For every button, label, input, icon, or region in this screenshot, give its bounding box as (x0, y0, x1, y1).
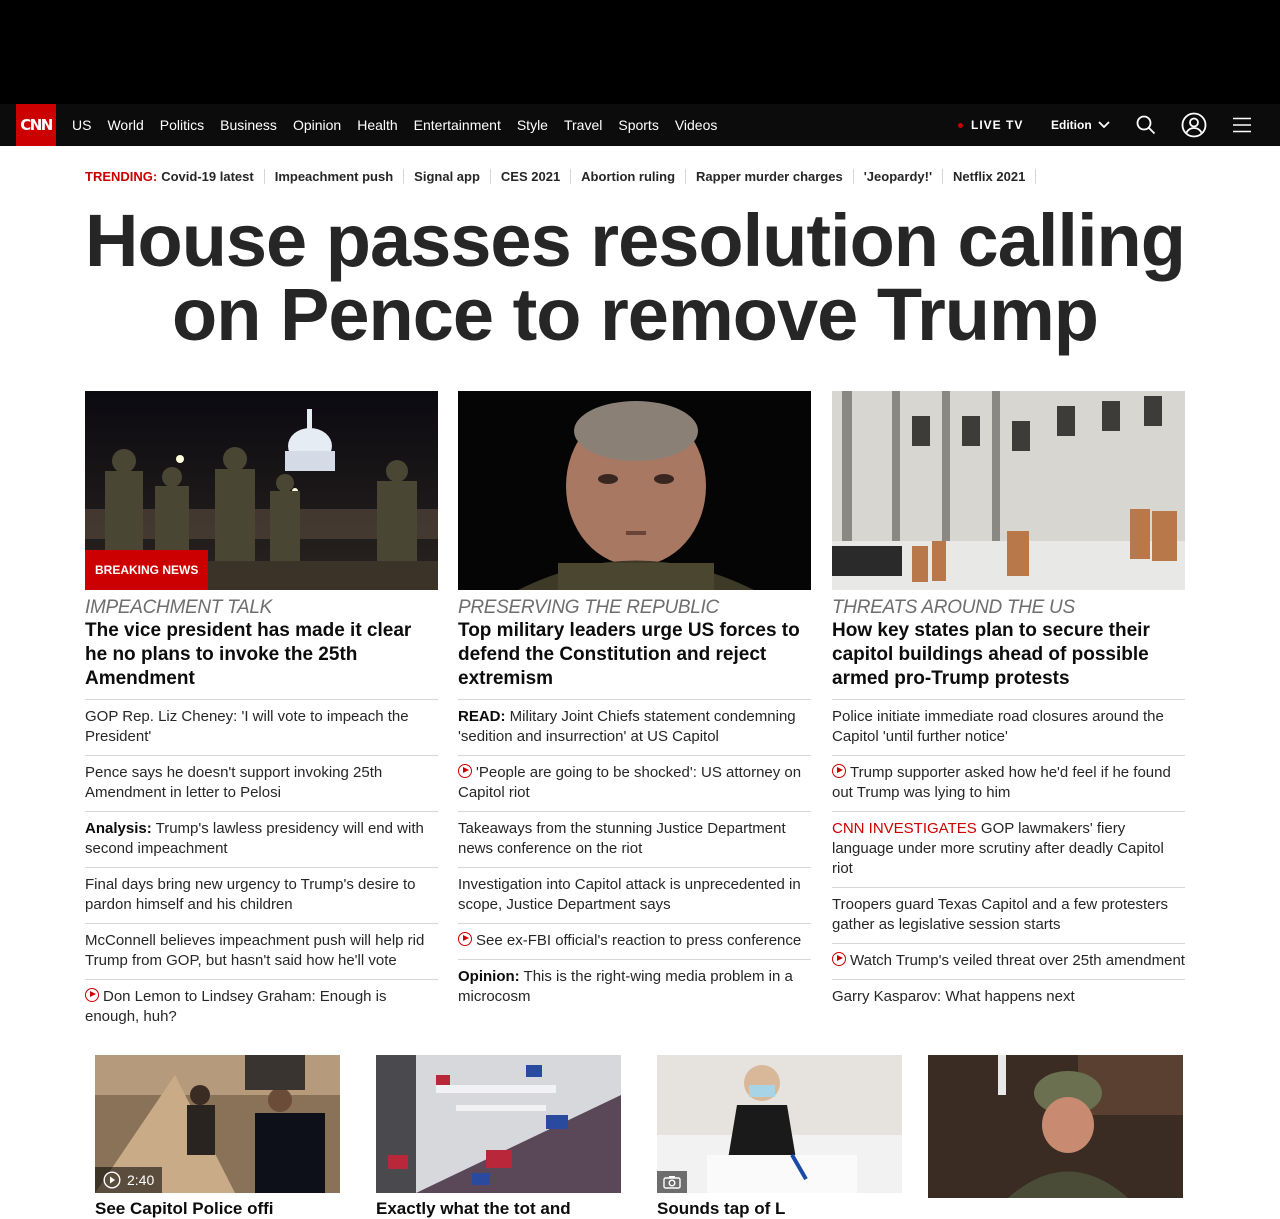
video-duration-badge (95, 1167, 162, 1193)
story-text: Watch Trump's veiled threat over 25th amendment (850, 952, 1185, 969)
cnn-investigates-label: CNN INVESTIGATES (832, 820, 977, 837)
video-play-icon (832, 764, 846, 778)
trending-item[interactable]: Covid-19 latest (161, 169, 264, 184)
story-link[interactable] (832, 756, 1185, 812)
story-text: Garry Kasparov: What happens next (832, 988, 1075, 1005)
story-link[interactable] (832, 812, 1185, 888)
video-play-icon (458, 764, 472, 778)
story-column-threats (832, 391, 1185, 1015)
video-thumbnail-capitol-police[interactable] (95, 1055, 340, 1193)
story-kicker[interactable]: THREATS AROUND THE US (832, 597, 1075, 618)
story-link[interactable] (458, 756, 811, 812)
live-tv-link[interactable] (958, 104, 1023, 146)
trending-bar (85, 168, 1036, 184)
story-link[interactable] (458, 700, 811, 756)
nav-link-sports[interactable]: Sports (618, 117, 659, 133)
trending-item[interactable]: Abortion ruling (571, 169, 686, 184)
story-text: Trump's lawless presidency will end with second impeachment (85, 820, 424, 857)
hero-image-capitol-building[interactable] (832, 391, 1185, 590)
edition-label: Edition (1051, 118, 1092, 132)
story-text: Police initiate immediate road closures around the Capitol 'until further notice' (832, 708, 1164, 745)
nav-link-us[interactable]: US (72, 117, 92, 133)
story-link[interactable] (458, 924, 811, 960)
story-text: GOP lawmakers' fiery language under more scrutiny after deadly Capitol riot (832, 820, 1164, 877)
trending-item[interactable]: 'Jeopardy!' (854, 169, 943, 184)
story-text: GOP Rep. Liz Cheney: 'I will vote to impeach the President' (85, 708, 409, 745)
story-text: Takeaways from the stunning Justice Department news conference on the riot (458, 820, 786, 857)
trending-item[interactable]: CES 2021 (491, 169, 571, 184)
ad-banner (0, 0, 1280, 104)
story-text: Final days bring new urgency to Trump's desire to pardon himself and his children (85, 876, 416, 913)
trending-item[interactable]: Signal app (404, 169, 491, 184)
main-headline[interactable]: House passes resolution calling on Pence to remove Trump (85, 199, 1185, 356)
story-prefix: Opinion: (458, 968, 520, 985)
gallery-thumbnail-vaccine[interactable] (657, 1055, 902, 1193)
video-play-icon (832, 952, 846, 966)
image-thumbnail-capitol-crowd[interactable] (376, 1055, 621, 1193)
hero-image-general-milley[interactable] (458, 391, 811, 590)
live-tv-label: LIVE TV (971, 118, 1024, 132)
story-link[interactable] (85, 924, 438, 980)
story-text: Don Lemon to Lindsey Graham: Enough is enough, huh? (85, 988, 387, 1025)
video-play-icon (458, 932, 472, 946)
thumbnail-caption[interactable]: See Capitol Police offi (95, 1199, 274, 1218)
trending-label: TRENDING: (85, 168, 158, 184)
story-link[interactable] (85, 756, 438, 812)
gallery-badge (657, 1171, 687, 1193)
story-text: Pence says he doesn't support invoking 25th Amendment in letter to Pelosi (85, 764, 383, 801)
trending-item[interactable]: Impeachment push (265, 169, 404, 184)
story-kicker[interactable]: PRESERVING THE REPUBLIC (458, 597, 719, 618)
story-link[interactable] (85, 868, 438, 924)
nav-link-world[interactable]: World (107, 117, 144, 133)
nav-link-politics[interactable]: Politics (159, 117, 205, 133)
story-column-military (458, 391, 811, 1015)
story-kicker[interactable]: IMPEACHMENT TALK (85, 597, 272, 618)
menu-icon[interactable] (1232, 104, 1252, 146)
story-text: Troopers guard Texas Capitol and a few protesters gather as legislative session starts (832, 896, 1169, 933)
video-play-icon (85, 988, 99, 1002)
play-circle-icon (103, 1171, 121, 1189)
search-icon[interactable] (1134, 104, 1158, 146)
nav-link-travel[interactable]: Travel (563, 117, 603, 133)
story-link[interactable] (832, 980, 1185, 1015)
nav-link-entertainment[interactable]: Entertainment (413, 117, 501, 133)
story-text: Trump supporter asked how he'd feel if he found out Trump was lying to him (832, 764, 1171, 801)
camera-icon (663, 1175, 681, 1189)
nav-link-business[interactable]: Business (220, 117, 277, 133)
cnn-logo[interactable]: CNN (16, 104, 56, 146)
story-link[interactable] (85, 812, 438, 868)
video-duration: 2:40 (127, 1172, 155, 1188)
story-text: This is the right-wing media problem in a microcosm (458, 968, 793, 1005)
story-prefix: READ: (458, 708, 506, 725)
image-thumbnail-rioter-helmet[interactable] (928, 1055, 1173, 1198)
lead-story-title[interactable]: The vice president has made it clear he no plans to invoke the 25th Amendment (85, 619, 438, 700)
trending-item[interactable]: Netflix 2021 (943, 169, 1036, 184)
account-icon[interactable] (1180, 104, 1208, 146)
story-link[interactable] (458, 960, 811, 1015)
story-column-impeachment (85, 391, 438, 1035)
trending-item[interactable]: Rapper murder charges (686, 169, 854, 184)
story-link[interactable] (832, 888, 1185, 944)
chevron-down-icon (1098, 121, 1110, 129)
lead-story-title[interactable]: How key states plan to secure their capitol buildings ahead of possible armed pro-Trump protests (832, 619, 1185, 700)
breaking-news-badge: BREAKING NEWS (85, 550, 208, 590)
nav-link-opinion[interactable]: Opinion (292, 117, 342, 133)
story-link[interactable] (832, 700, 1185, 756)
thumbnail-caption[interactable]: Sounds tap of L (657, 1199, 786, 1218)
story-text: Military Joint Chiefs statement condemning 'sedition and insurrection' at US Capitol (458, 708, 796, 745)
live-dot-icon (958, 123, 963, 128)
story-link[interactable] (85, 980, 438, 1035)
hero-image-capitol-guard[interactable] (85, 391, 438, 590)
story-text: Investigation into Capitol attack is unprecedented in scope, Justice Department says (458, 876, 801, 913)
section-links (72, 104, 717, 146)
thumbnail-caption[interactable]: Exactly what the tot and (376, 1199, 571, 1218)
story-text: McConnell believes impeachment push will help rid Trump from GOP, but hasn't said how he'll vote (85, 932, 425, 969)
nav-link-health[interactable]: Health (357, 117, 398, 133)
nav-link-videos[interactable]: Videos (674, 117, 718, 133)
story-prefix: Analysis: (85, 820, 152, 837)
edition-menu[interactable] (1051, 104, 1110, 146)
story-link[interactable] (832, 944, 1185, 980)
lead-story-title[interactable]: Top military leaders urge US forces to defend the Constitution and reject extremism (458, 619, 811, 700)
story-link[interactable] (85, 700, 438, 756)
story-link[interactable] (458, 868, 811, 924)
top-navigation (0, 104, 1280, 146)
story-text: See ex-FBI official's reaction to press conference (476, 932, 802, 949)
nav-link-style[interactable]: Style (516, 117, 548, 133)
story-text: 'People are going to be shocked': US attorney on Capitol riot (458, 764, 802, 801)
story-link[interactable] (458, 812, 811, 868)
